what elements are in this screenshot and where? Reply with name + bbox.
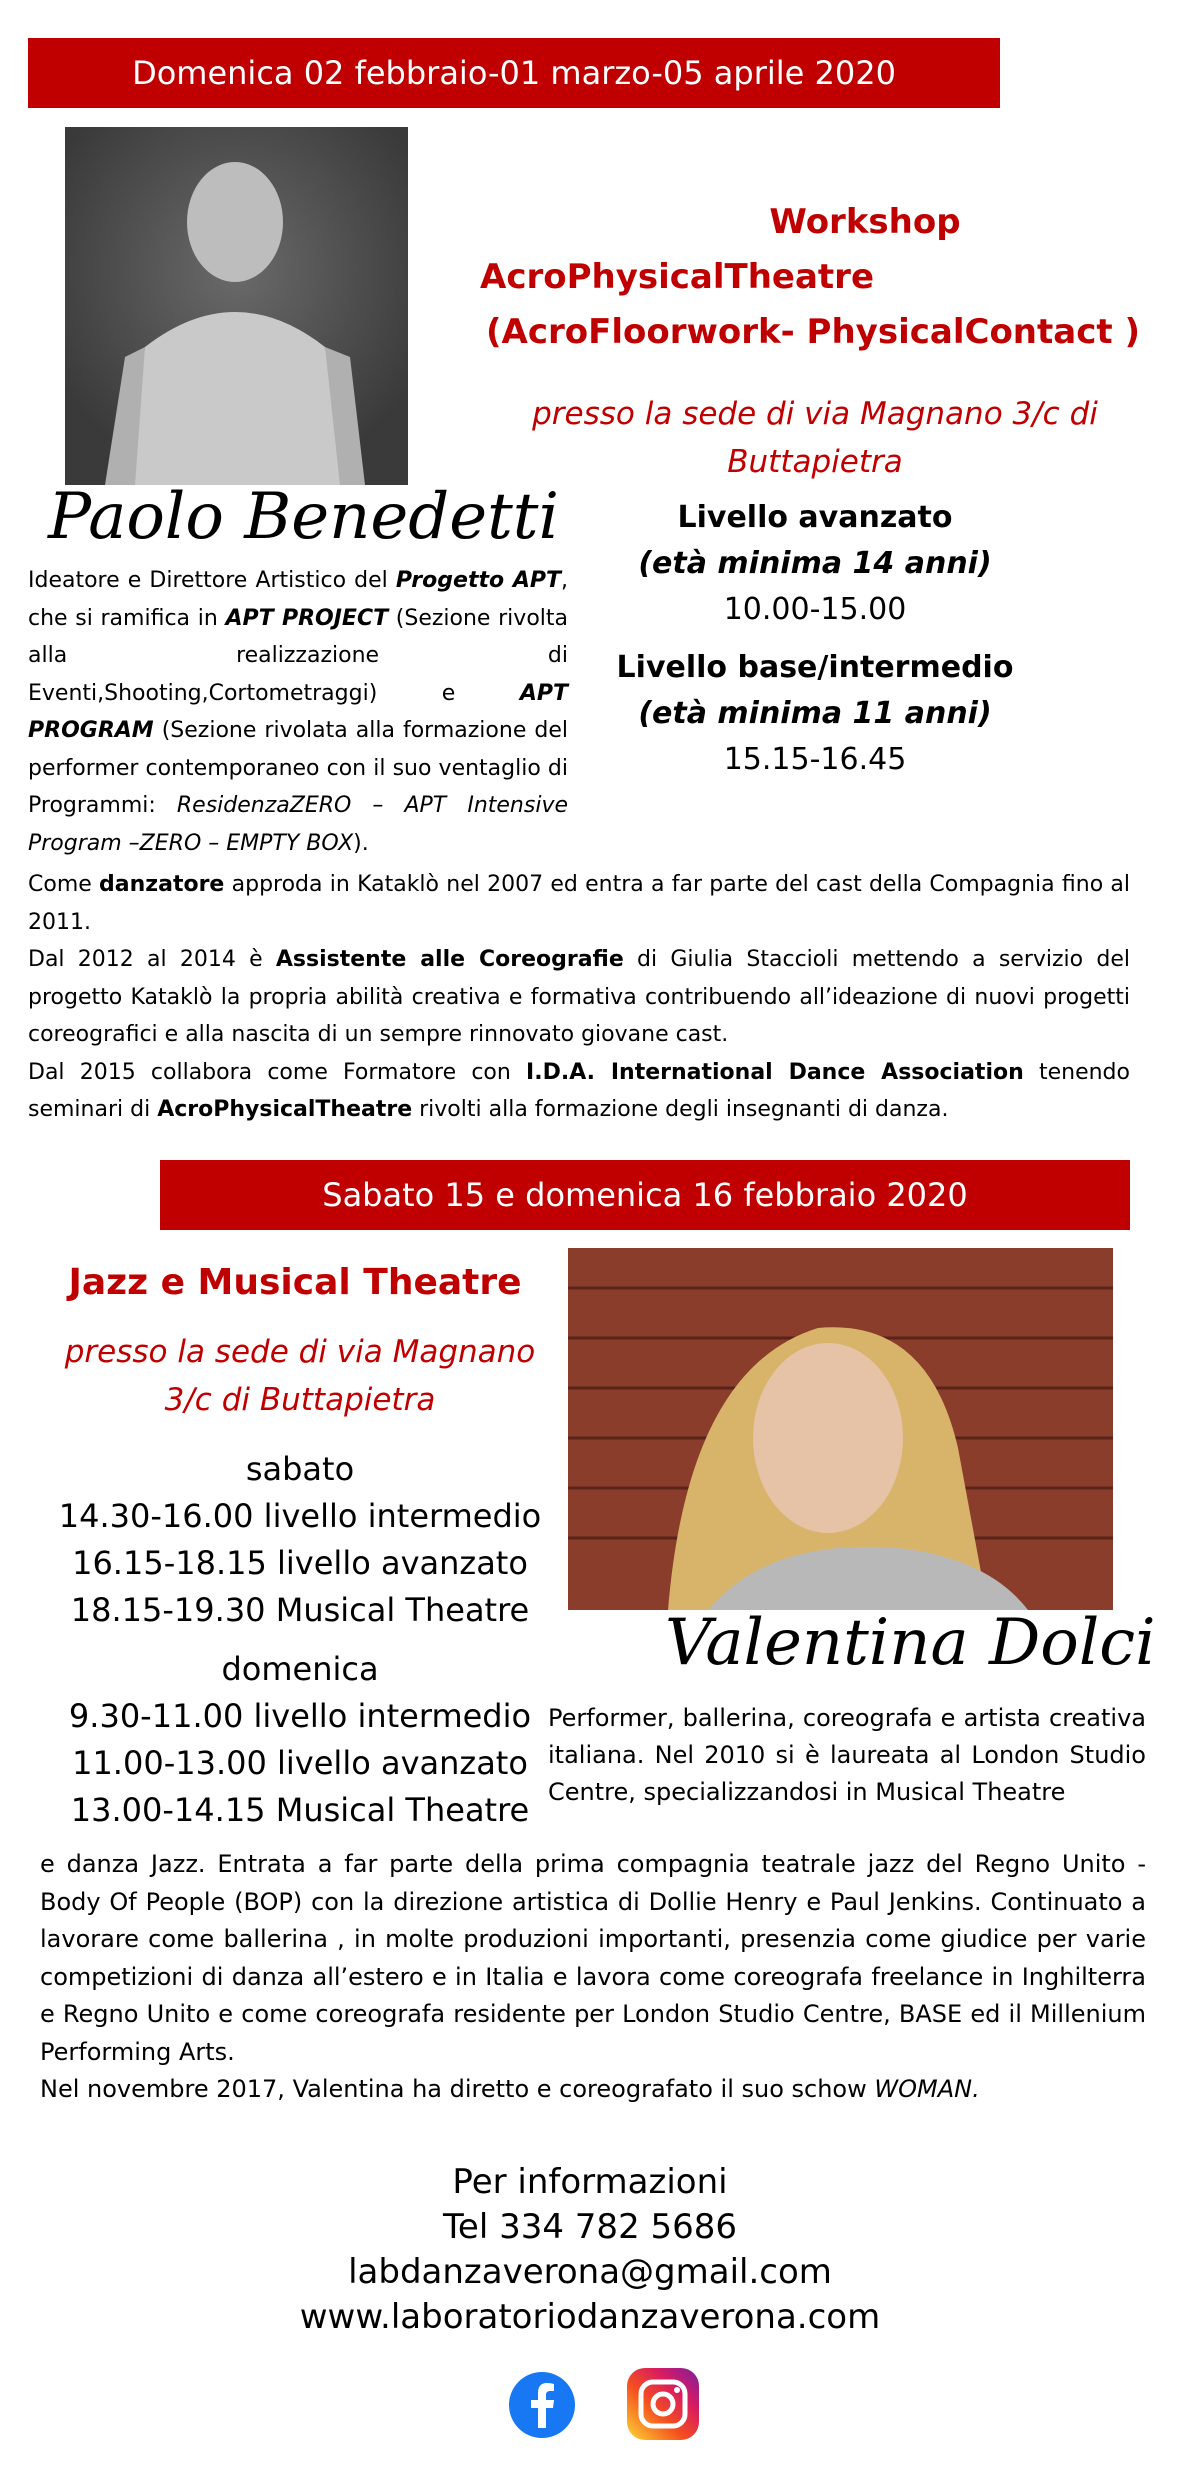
- bio-text: , che si ramifica in: [28, 568, 569, 631]
- contact-email[interactable]: labdanzaverona@gmail.com: [348, 2252, 832, 2292]
- bio-bold: AcroPhysicalTheatre: [157, 1097, 413, 1122]
- bio-bold: I.D.A. International Dance Association: [526, 1059, 1024, 1085]
- bio-bold: APT PROJECT: [225, 605, 389, 631]
- event2-title: Jazz e Musical Theatre: [68, 1262, 522, 1303]
- level2-name: Livello base/intermedio: [616, 650, 1014, 685]
- bio-bold: APT PROGRAM: [28, 680, 568, 743]
- bio-text: Dal 2012 al 2014 è: [28, 947, 276, 972]
- event1-bio-p1: [28, 562, 568, 862]
- day1-slot: 14.30-16.00 livello intermedio: [58, 1497, 542, 1535]
- event1-bio-rest: [28, 866, 1130, 1129]
- bio-paragraph-3: [28, 941, 1130, 1054]
- bio-text: approda in Kataklò nel 2007 ed entra a far parte del cast della Compagnia fino al 2011.: [28, 872, 1130, 935]
- event1-title-line1: Workshop: [769, 202, 961, 242]
- event2-location: presso la sede di via Magnano 3/c di Buttapietra: [64, 1334, 536, 1418]
- event2-bio-full: [40, 1846, 1146, 2109]
- person-silhouette-icon: [65, 127, 408, 485]
- facebook-icon[interactable]: [507, 2370, 577, 2440]
- bio-paragraph-4: [28, 1054, 1130, 1129]
- bio-text: Nel novembre 2017, Valentina ha diretto e coreografato il suo schow: [40, 2075, 875, 2103]
- event2-bio-right: Performer, ballerina, coreografa e artista creativa italiana. Nel 2010 si è laureata al London Studio Centre, specializzandosi in Musical Theatre: [548, 1704, 1146, 1806]
- paolo-benedetti-photo: [65, 127, 408, 485]
- event2-date-banner: [160, 1160, 1130, 1230]
- day2-slot: 13.00-14.15 Musical Theatre: [70, 1791, 530, 1829]
- contact-phone[interactable]: Tel 334 782 5686: [442, 2207, 738, 2247]
- bio-text: rivolti alla formazione degli insegnanti di danza.: [412, 1097, 949, 1122]
- event1-date-banner: [28, 38, 1000, 108]
- bio-text: Ideatore e Direttore Artistico del: [28, 568, 396, 593]
- instagram-icon[interactable]: [625, 2366, 701, 2442]
- bio-paragraph-2: [28, 866, 1130, 941]
- person-portrait-icon: [568, 1248, 1113, 1610]
- event2-schedule: [40, 1446, 560, 1834]
- contact-block: [200, 2160, 980, 2340]
- bio-bold: Progetto APT: [395, 568, 562, 593]
- event1-levels: [600, 495, 1030, 783]
- contact-heading: Per informazioni: [452, 2162, 728, 2202]
- day1-label: sabato: [245, 1450, 355, 1488]
- level1-time: 10.00-15.00: [723, 592, 907, 627]
- bio-italic: WOMAN.: [874, 2075, 980, 2103]
- level1-age: (età minima 14 anni): [638, 546, 992, 581]
- event1-date-text: Domenica 02 febbraio-01 marzo-05 aprile 2020: [132, 54, 896, 92]
- bio-text: Dal 2015 collabora come Formatore con: [28, 1059, 527, 1085]
- event1-location: presso la sede di via Magnano 3/c di Buttapietra: [532, 396, 1098, 480]
- bio-paragraph: [40, 2071, 1146, 2109]
- day1-slot: 16.15-18.15 livello avanzato: [72, 1544, 528, 1582]
- paolo-benedetti-signature: Paolo Benedetti: [48, 480, 559, 554]
- level1-name: Livello avanzato: [677, 500, 953, 535]
- day2-label: domenica: [221, 1650, 379, 1688]
- day2-slot: 9.30-11.00 livello intermedio: [68, 1697, 532, 1735]
- bio-paragraph: e danza Jazz. Entrata a far parte della prima compagnia teatrale jazz del Regno Unito - Body Of People (BOP) con la direzione artistica di Dollie Henry e Paul Jenkins. Continuato a lavorare come ballerina , in molte produzioni importanti, presenzia come giudice per varie competizioni di danza all’estero e in Italia e lavora come coreografa freelance in Inghilterra e Regno Unito e come coreografa residente per London Studio Centre, BASE ed il Millenium Performing Arts.: [40, 1850, 1146, 2066]
- bio-text: (Sezione rivolta alla realizzazione di Eventi,Shooting,Cortometraggi) e: [28, 605, 568, 706]
- bio-text: Come: [28, 872, 100, 897]
- bio-bold: Assistente alle Coreografie: [275, 947, 624, 972]
- level2-time: 15.15-16.45: [723, 742, 907, 777]
- event1-title-line2: AcroPhysicalTheatre: [480, 257, 875, 297]
- bio-bold: danzatore: [99, 872, 225, 897]
- bio-text: tenendo seminari di: [28, 1059, 1130, 1122]
- day1-slot: 18.15-19.30 Musical Theatre: [70, 1591, 530, 1629]
- event1-title-block: [480, 195, 1140, 360]
- bio-text: ).: [353, 830, 369, 856]
- valentina-dolci-signature: Valentina Dolci: [665, 1606, 1156, 1680]
- event1-title-line3: (AcroFloorwork- PhysicalContact ): [485, 312, 1140, 352]
- bio-text: di Giulia Staccioli mettendo a servizio del progetto Kataklò la propria abilità creativa e formativa contribuendo all’ideazione di nuovi progetti coreografici e alla nascita di un sempre rinnovato giovane cast.: [28, 947, 1130, 1047]
- valentina-dolci-photo: [568, 1248, 1113, 1610]
- bio-italic: ResidenzaZERO – APT Intensive Program –ZERO – EMPTY BOX: [28, 793, 568, 856]
- day2-slot: 11.00-13.00 livello avanzato: [72, 1744, 528, 1782]
- level2-age: (età minima 11 anni): [638, 696, 992, 731]
- contact-website[interactable]: www.laboratoriodanzaverona.com: [299, 2297, 881, 2337]
- event2-date-text: Sabato 15 e domenica 16 febbraio 2020: [322, 1176, 968, 1214]
- bio-text: (Sezione rivolata alla formazione del performer contemporaneo con il suo ventaglio di Programmi:: [28, 718, 568, 818]
